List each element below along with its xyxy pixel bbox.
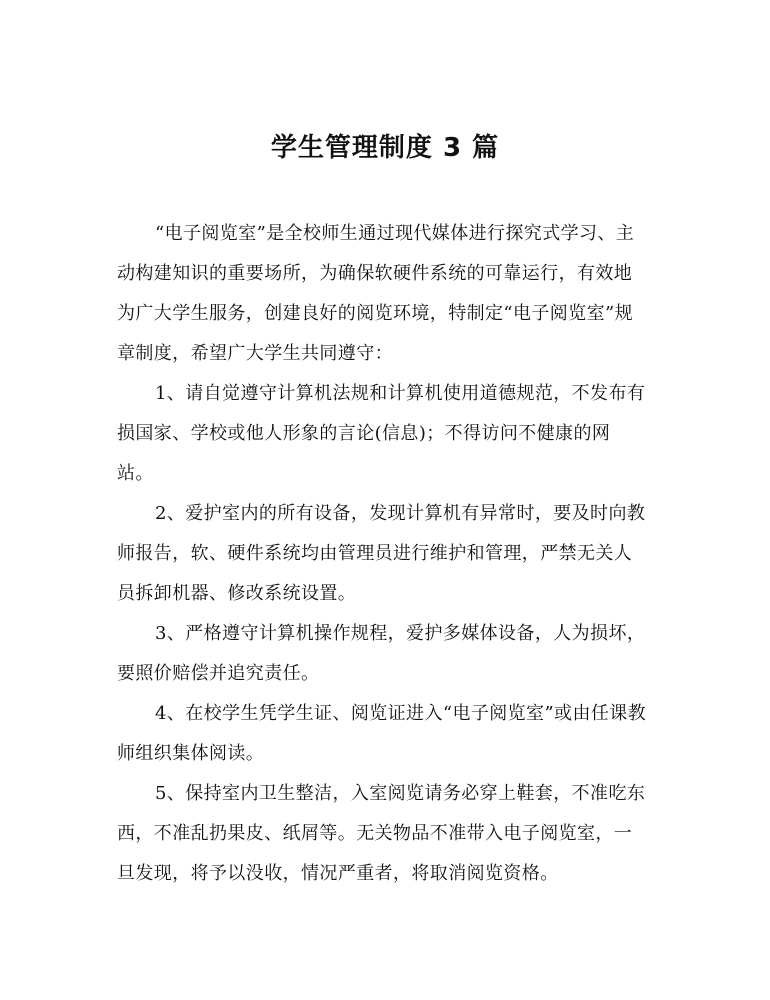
- rule-paragraph-3: 3、严格遵守计算机操作规程，爱护多媒体设备，人为损坏，要照价赔偿并追究责任。: [117, 623, 646, 684]
- intro-paragraph: “电子阅览室”是全校师生通过现代媒体进行探究式学习、主动构建知识的重要场所，为确保软硬件系统的可靠运行，有效地为广大学生服务，创建良好的阅览环境，特制定“电子阅览室”规章制度，希望广大学生共同遵守：: [117, 223, 635, 364]
- rule-paragraph-4: 4、在校学生凭学生证、阅览证进入“电子阅览室”或由任课教师组织集体阅读。: [117, 703, 647, 764]
- document-title: 学生管理制度 3 篇: [270, 133, 500, 163]
- rule-paragraph-2: 2、爱护室内的所有设备，发现计算机有异常时，要及时向教师报告，软、硬件系统均由管理员进行维护和管理，严禁无关人员拆卸机器、修改系统设置。: [117, 503, 646, 604]
- rule-paragraph-5: 5、保持室内卫生整洁，入室阅览请务必穿上鞋套，不准吃东西，不准乱扔果皮、纸屑等。无关物品不准带入电子阅览室，一旦发现，将予以没收，情况严重者，将取消阅览资格。: [117, 783, 646, 884]
- rule-paragraph-1: 1、请自觉遵守计算机法规和计算机使用道德规范，不发布有损国家、学校或他人形象的言论(信息)；不得访问不健康的网站。: [117, 383, 646, 484]
- document-body: [117, 214, 647, 894]
